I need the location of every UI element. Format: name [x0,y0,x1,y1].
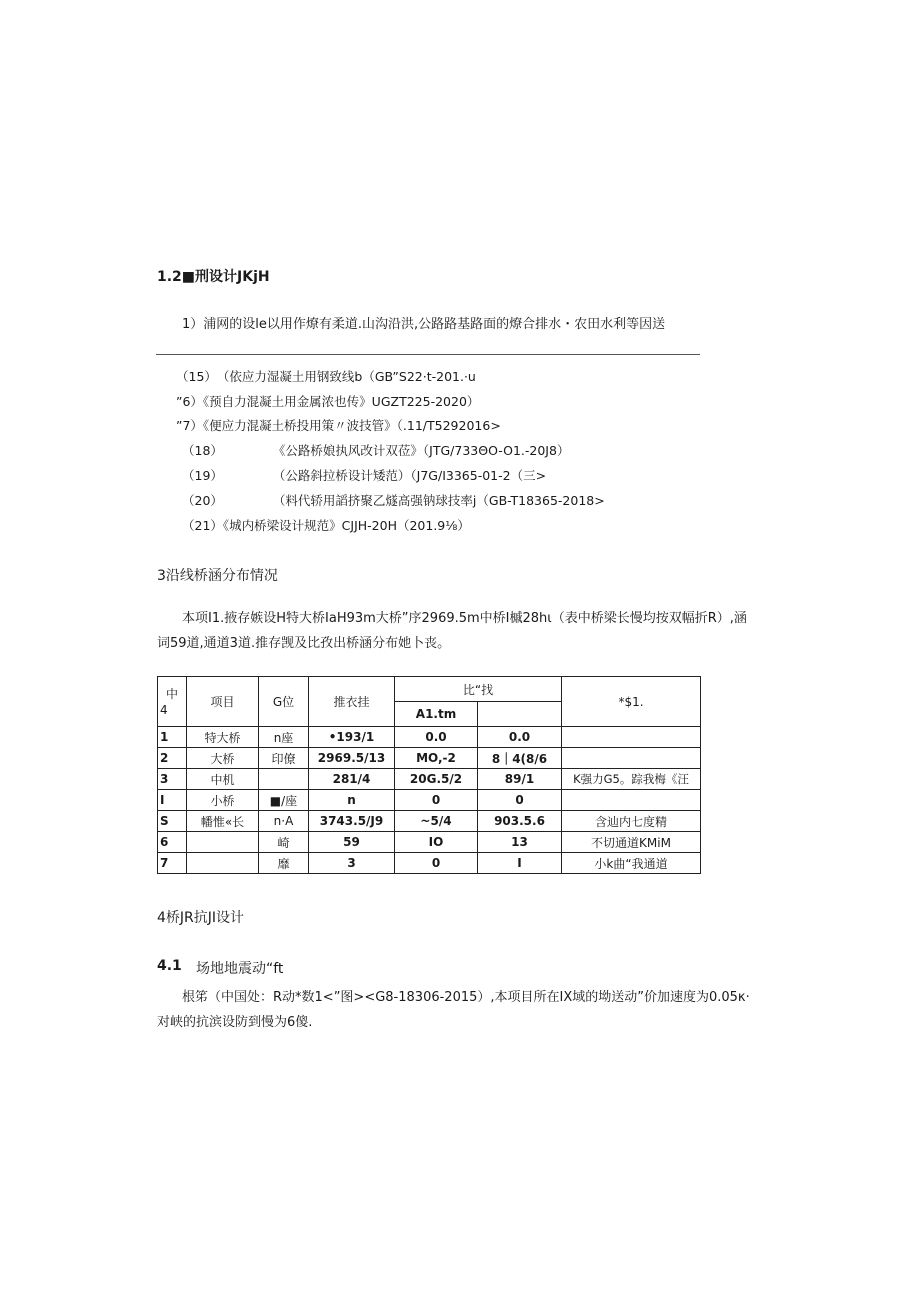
header-compare-sub-1: A1.tm [395,702,478,727]
row-item: 中机 [187,769,259,790]
row-recommended: 3 [309,853,395,874]
header-compare-sub-2 [478,702,562,727]
section-4-1-number: 4.1 [157,958,182,974]
header-item: 项目 [187,677,259,727]
table-row [158,811,701,832]
row-compare-a: ~5/4 [395,811,478,832]
row-compare-a: 20G.5/2 [395,769,478,790]
header-number-top: 中 [165,686,178,701]
row-item: 特大桥 [187,727,259,748]
row-recommended: 2969.5/13 [309,748,395,769]
reference-21: （21）《城内桥梁设计规范》CJJH-20H（201.9⅛） [182,518,470,533]
section-3-paragraph-line-2: 词59道,通道3道.推存觊及比孜出桥涵分布她卜丧。 [157,636,451,651]
table-row [158,748,701,769]
section-4-paragraph-line-1: 根笫（中国处：R动*数1<”图><G8-18306-2015）,本项目所在IX域的坳送动”价加速度为0.05κ· [182,990,750,1005]
row-item: 大桥 [187,748,259,769]
table-row [158,727,701,748]
reference-17: ”7）《便应力混凝土桥投用策〃波技管》（.11/T5292016> [176,418,501,433]
reference-20: （20） （料代轿用謟挤聚乙燧高强钠球技率j（GB-T18365-2018> [182,493,605,508]
row-unit: 靡 [259,853,309,874]
row-remark [562,790,701,811]
row-compare-b: 903.5.6 [478,811,562,832]
section-3-paragraph-line-1: 本项I1.掖存嫉设H特大桥IaH93m大桥”序2969.5m中桥I槭28hι（表中桥梁长慢均按双幅折R）,涵 [182,611,747,626]
row-recommended: n [309,790,395,811]
row-compare-a: MO,-2 [395,748,478,769]
table-row [158,832,701,853]
table-row [158,853,701,874]
row-remark [562,727,701,748]
row-item [187,832,259,853]
row-unit: n·A [259,811,309,832]
row-unit: n座 [259,727,309,748]
bridge-distribution-table [157,676,701,874]
row-compare-a: 0 [395,853,478,874]
row-compare-b: 13 [478,832,562,853]
row-recommended: 3743.5/J9 [309,811,395,832]
row-compare-b: 0.0 [478,727,562,748]
reference-19: （19） （公路斜拉桥设计矮范）（J7G∕I3365-01-2（三> [182,468,547,483]
row-remark: 不切通道KMiM [562,832,701,853]
row-recommended: 59 [309,832,395,853]
row-remark: 含辿内七度精 [562,811,701,832]
row-number: 7 [158,853,187,874]
row-item: 小桥 [187,790,259,811]
row-remark [562,748,701,769]
row-number: S [158,811,187,832]
row-recommended: 281/4 [309,769,395,790]
row-remark: 小k曲“我通道 [562,853,701,874]
row-unit [259,769,309,790]
header-compare: 比“找 [395,677,562,702]
reference-18: （18） 《公路桥娘执风改计双莅》（JTG/733ΘO-O1.-20J8） [182,443,570,458]
table-row [158,769,701,790]
section-4-heading: 4桥JR抗JI设计 [157,910,245,926]
row-compare-b: 89/1 [478,769,562,790]
row-remark: K强力G5。踪我梅《汪 [562,769,701,790]
row-number: 3 [158,769,187,790]
section-1-2-heading: 1.2■刑设计JKjH [157,269,270,285]
reference-15: （15） （依应力湿凝土用钢致线b（GB”S22·t-201.·u [176,369,476,384]
row-unit: 崎 [259,832,309,853]
table-header-row-1 [158,677,701,702]
row-number: 6 [158,832,187,853]
row-item: 幡惟«长 [187,811,259,832]
section-3-heading: 3沿线桥涵分布情况 [157,568,278,584]
reference-16: ”6）《预自力混凝土用金属浓也传》UGZT225-2020） [176,394,480,409]
section-4-1-title: 场地地震动“ft [196,961,284,977]
row-compare-b: 8｜4(8/6 [478,748,562,769]
section-1-2-item-1: 1）浦网的设le以用作燎有柔道.山沟沿洪,公路路基路面的燎合排水・农田水利等因送 [182,317,666,332]
row-compare-b: I [478,853,562,874]
row-recommended: •193/1 [309,727,395,748]
row-item [187,853,259,874]
row-compare-a: 0.0 [395,727,478,748]
header-recommended: 推衣挂 [309,677,395,727]
row-compare-a: 0 [395,790,478,811]
row-compare-a: IO [395,832,478,853]
table-row [158,790,701,811]
header-number-bottom: 4 [160,702,168,717]
row-unit: ■/座 [259,790,309,811]
header-remark: *$1. [562,677,701,727]
header-number-cell [158,677,187,727]
section-4-paragraph-line-2: 对峡的抗滨设防到慢为6傻. [157,1015,313,1030]
row-unit: 印僚 [259,748,309,769]
horizontal-rule [156,354,700,355]
row-number: 1 [158,727,187,748]
row-number: I [158,790,187,811]
row-number: 2 [158,748,187,769]
header-unit: G位 [259,677,309,727]
row-compare-b: 0 [478,790,562,811]
